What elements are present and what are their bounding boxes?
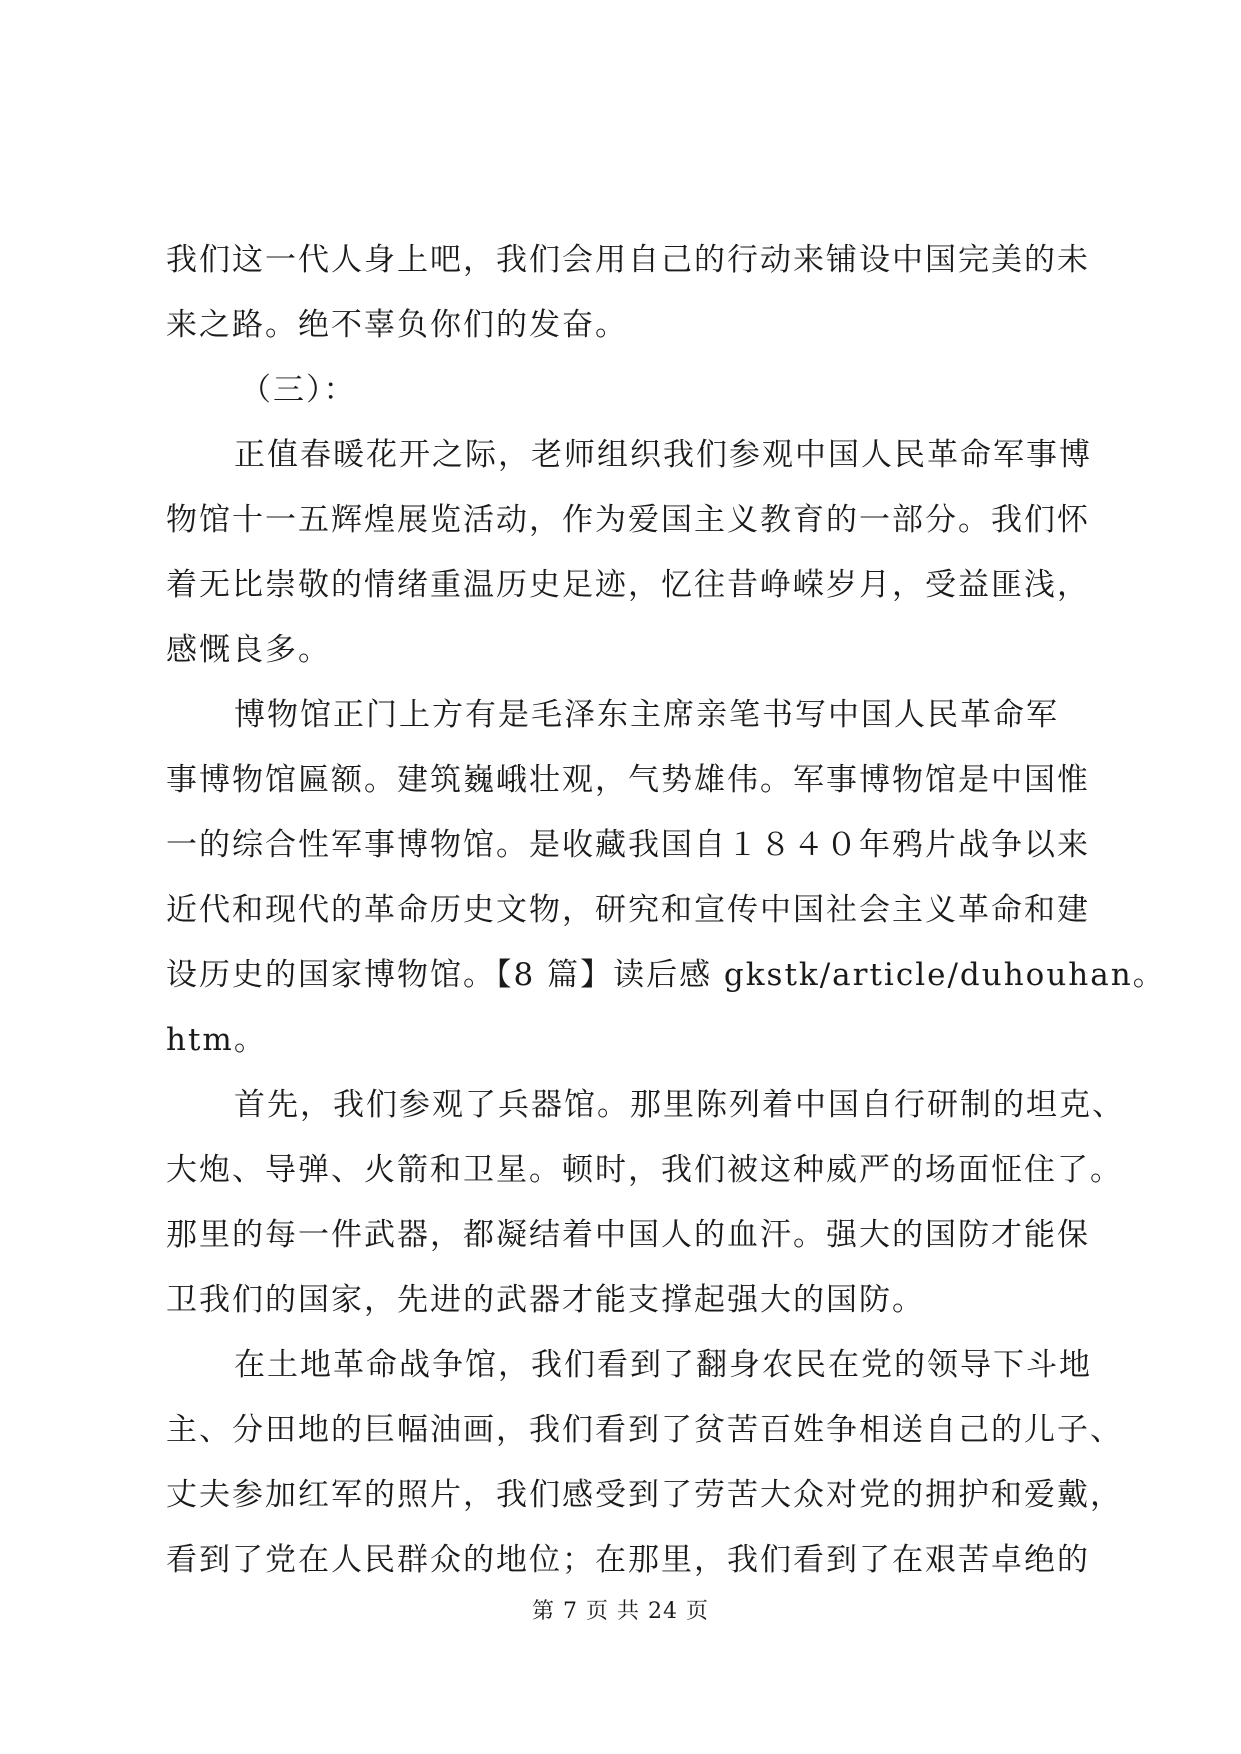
text-line: 事博物馆匾额。建筑巍峨壮观，气势雄伟。军事博物馆是中国惟: [166, 762, 1090, 798]
text-line: 近代和现代的革命历史文物，研究和宣传中国社会主义革命和建: [166, 892, 1090, 928]
text-line: 感慨良多。: [166, 632, 331, 668]
text-line: 卫我们的国家，先进的武器才能支撑起强大的国防。: [166, 1282, 925, 1318]
paragraph-first-line: 博物馆正门上方有是毛泽东主席亲笔书写中国人民革命军: [234, 697, 1059, 733]
text-line: 丈夫参加红军的照片，我们感受到了劳苦大众对党的拥护和爱戴，: [166, 1477, 1123, 1513]
text-line: 主、分田地的巨幅油画，我们看到了贫苦百姓争相送自己的儿子、: [166, 1412, 1123, 1448]
text-line: 设历史的国家博物馆。【8 篇】读后感 gkstk/article/duhouhan。: [166, 957, 1166, 993]
text-line: 着无比崇敬的情绪重温历史足迹，忆往昔峥嵘岁月，受益匪浅，: [166, 567, 1090, 603]
text-line: 物馆十一五辉煌展览活动，作为爱国主义教育的一部分。我们怀: [166, 502, 1090, 538]
page-number-footer: 第 7 页 共 24 页: [532, 1599, 709, 1624]
paragraph-first-line: 首先，我们参观了兵器馆。那里陈列着中国自行研制的坦克、: [234, 1087, 1125, 1123]
text-line: 我们这一代人身上吧，我们会用自己的行动来铺设中国完美的未: [166, 242, 1090, 278]
paragraph-first-line: 在土地革命战争馆，我们看到了翻身农民在党的领导下斗地: [234, 1347, 1092, 1383]
body-text: [166, 228, 1166, 1593]
text-line: 一的综合性军事博物馆。是收藏我国自１８４０年鸦片战争以来: [166, 827, 1090, 863]
text-line: 那里的每一件武器，都凝结着中国人的血汗。强大的国防才能保: [166, 1217, 1090, 1253]
text-line: 看到了党在人民群众的地位；在那里，我们看到了在艰苦卓绝的: [166, 1542, 1090, 1578]
text-line: 来之路。绝不辜负你们的发奋。: [166, 307, 628, 343]
paragraph-first-line: 正值春暖花开之际，老师组织我们参观中国人民革命军事博: [234, 437, 1092, 473]
text-line: 大炮、导弹、火箭和卫星。顿时，我们被这种威严的场面怔住了。: [166, 1152, 1123, 1188]
section-heading: （三）：: [240, 372, 357, 408]
text-line: htm。: [166, 1022, 267, 1058]
